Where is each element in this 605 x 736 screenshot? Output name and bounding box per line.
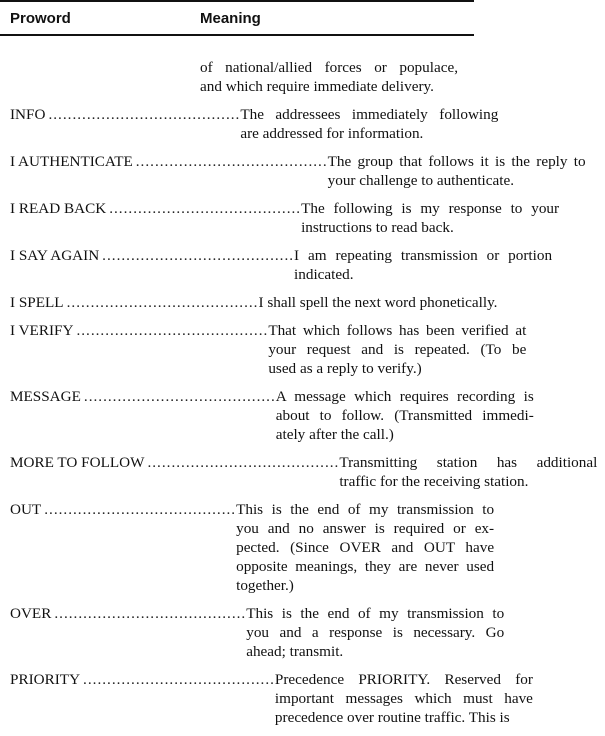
proword-term: MORE TO FOLLOW xyxy=(10,454,145,471)
meaning-line: That which follows has been verified at xyxy=(268,322,527,339)
meaning-cell xyxy=(268,321,534,378)
proword-term: INFO xyxy=(10,106,46,123)
meaning-line: I shall spell the next word phonetically. xyxy=(258,294,498,311)
meaning-line: instructions to read back. xyxy=(301,219,454,236)
meaning-cell xyxy=(275,670,541,727)
proword-cell xyxy=(10,199,301,218)
proword-term: OVER xyxy=(10,605,52,622)
table-row xyxy=(0,246,553,284)
meaning-cell xyxy=(258,293,524,312)
proword-table xyxy=(0,58,598,736)
meaning-line: The addressees immediately following xyxy=(240,106,499,123)
proword-term: I AUTHENTICATE xyxy=(10,153,133,170)
table-header xyxy=(0,0,474,36)
proword-cell xyxy=(10,387,276,406)
proword-cell xyxy=(10,321,268,340)
meaning-line: together.) xyxy=(236,577,294,594)
dot-leader: ........................................ xyxy=(48,106,241,123)
table-row xyxy=(0,387,534,444)
meaning-line: opposite meanings, they are never used xyxy=(236,558,495,575)
proword-term: I SAY AGAIN xyxy=(10,247,100,264)
dot-leader: ........................................ xyxy=(44,501,237,518)
proword-cell xyxy=(10,105,240,124)
meaning-cell xyxy=(301,199,567,237)
proword-term: MESSAGE xyxy=(10,388,81,405)
meaning-line: and which require immediate delivery. xyxy=(200,78,434,95)
dot-leader: ........................................ xyxy=(66,294,259,311)
dot-leader: ........................................ xyxy=(102,247,295,264)
meaning-line: your request and is repeated. (To be xyxy=(268,341,527,358)
table-row xyxy=(0,105,499,143)
meaning-line: I am repeating transmission or portion xyxy=(294,247,553,264)
meaning-line: The group that follows it is the reply to xyxy=(327,153,586,170)
meaning-line: A message which requires recording is xyxy=(275,388,534,405)
dot-leader: ........................................ xyxy=(76,322,269,339)
table-row xyxy=(0,293,498,312)
meaning-cell xyxy=(328,152,594,190)
proword-column-header: Proword xyxy=(10,10,71,27)
table-row xyxy=(0,604,505,661)
meaning-column-header: Meaning xyxy=(200,10,261,27)
proword-cell xyxy=(10,293,258,312)
meaning-line: Precedence PRIORITY. Reserved for xyxy=(274,671,533,688)
meaning-line: you and a response is necessary. Go xyxy=(246,624,505,641)
proword-cell xyxy=(10,152,328,171)
meaning-line: traffic for the receiving station. xyxy=(339,473,529,490)
dot-leader: ........................................ xyxy=(83,671,275,688)
meaning-line: used as a reply to verify.) xyxy=(268,360,422,377)
meaning-line: Transmitting station has additional xyxy=(339,454,598,471)
meaning-line: indicated. xyxy=(294,266,354,283)
proword-cell xyxy=(10,453,339,472)
meaning-cell xyxy=(240,105,506,143)
meaning-line: precedence over routine traffic. This is xyxy=(274,709,510,726)
meaning-cell xyxy=(200,58,466,96)
table-row xyxy=(0,500,495,595)
meaning-cell xyxy=(246,604,512,661)
meaning-cell xyxy=(276,387,542,444)
meaning-line: The following is my response to your xyxy=(301,200,560,217)
meaning-line: of national/allied forces or populace, xyxy=(200,59,458,76)
meaning-cell xyxy=(294,246,560,284)
proword-cell xyxy=(10,604,246,623)
meaning-line: ately after the call.) xyxy=(275,426,394,443)
proword-term: OUT xyxy=(10,501,42,518)
table-row xyxy=(0,152,586,190)
dot-leader: ........................................ xyxy=(83,388,276,405)
proword-cell xyxy=(10,500,236,519)
proword-term: I SPELL xyxy=(10,294,64,311)
dot-leader: ........................................ xyxy=(135,153,328,170)
meaning-line: important messages which must have xyxy=(274,690,533,707)
meaning-line: This is the end of my transmission to xyxy=(246,605,505,622)
meaning-cell xyxy=(339,453,605,491)
table-row xyxy=(0,58,474,96)
meaning-line: pected. (Since OVER and OUT have xyxy=(236,539,495,556)
proword-term: PRIORITY xyxy=(10,671,81,688)
meaning-line: about to follow. (Transmitted immedi- xyxy=(275,407,534,424)
proword-cell xyxy=(10,670,275,689)
meaning-line: ahead; transmit. xyxy=(246,643,344,660)
table-row xyxy=(0,670,533,727)
meaning-line: you and no answer is required or ex- xyxy=(236,520,495,537)
meaning-line: This is the end of my transmission to xyxy=(236,501,495,518)
meaning-cell xyxy=(236,500,502,595)
dot-leader: ........................................ xyxy=(109,200,302,217)
dot-leader: ........................................ xyxy=(54,605,247,622)
table-row xyxy=(0,321,527,378)
proword-cell xyxy=(10,246,294,265)
dot-leader: ........................................ xyxy=(147,454,340,471)
meaning-line: your challenge to authenticate. xyxy=(327,172,515,189)
table-row xyxy=(0,199,560,237)
proword-term: I READ BACK xyxy=(10,200,107,217)
proword-term: I VERIFY xyxy=(10,322,74,339)
proword-cell xyxy=(10,58,200,77)
table-row xyxy=(0,453,598,491)
meaning-line: are addressed for information. xyxy=(240,125,424,142)
